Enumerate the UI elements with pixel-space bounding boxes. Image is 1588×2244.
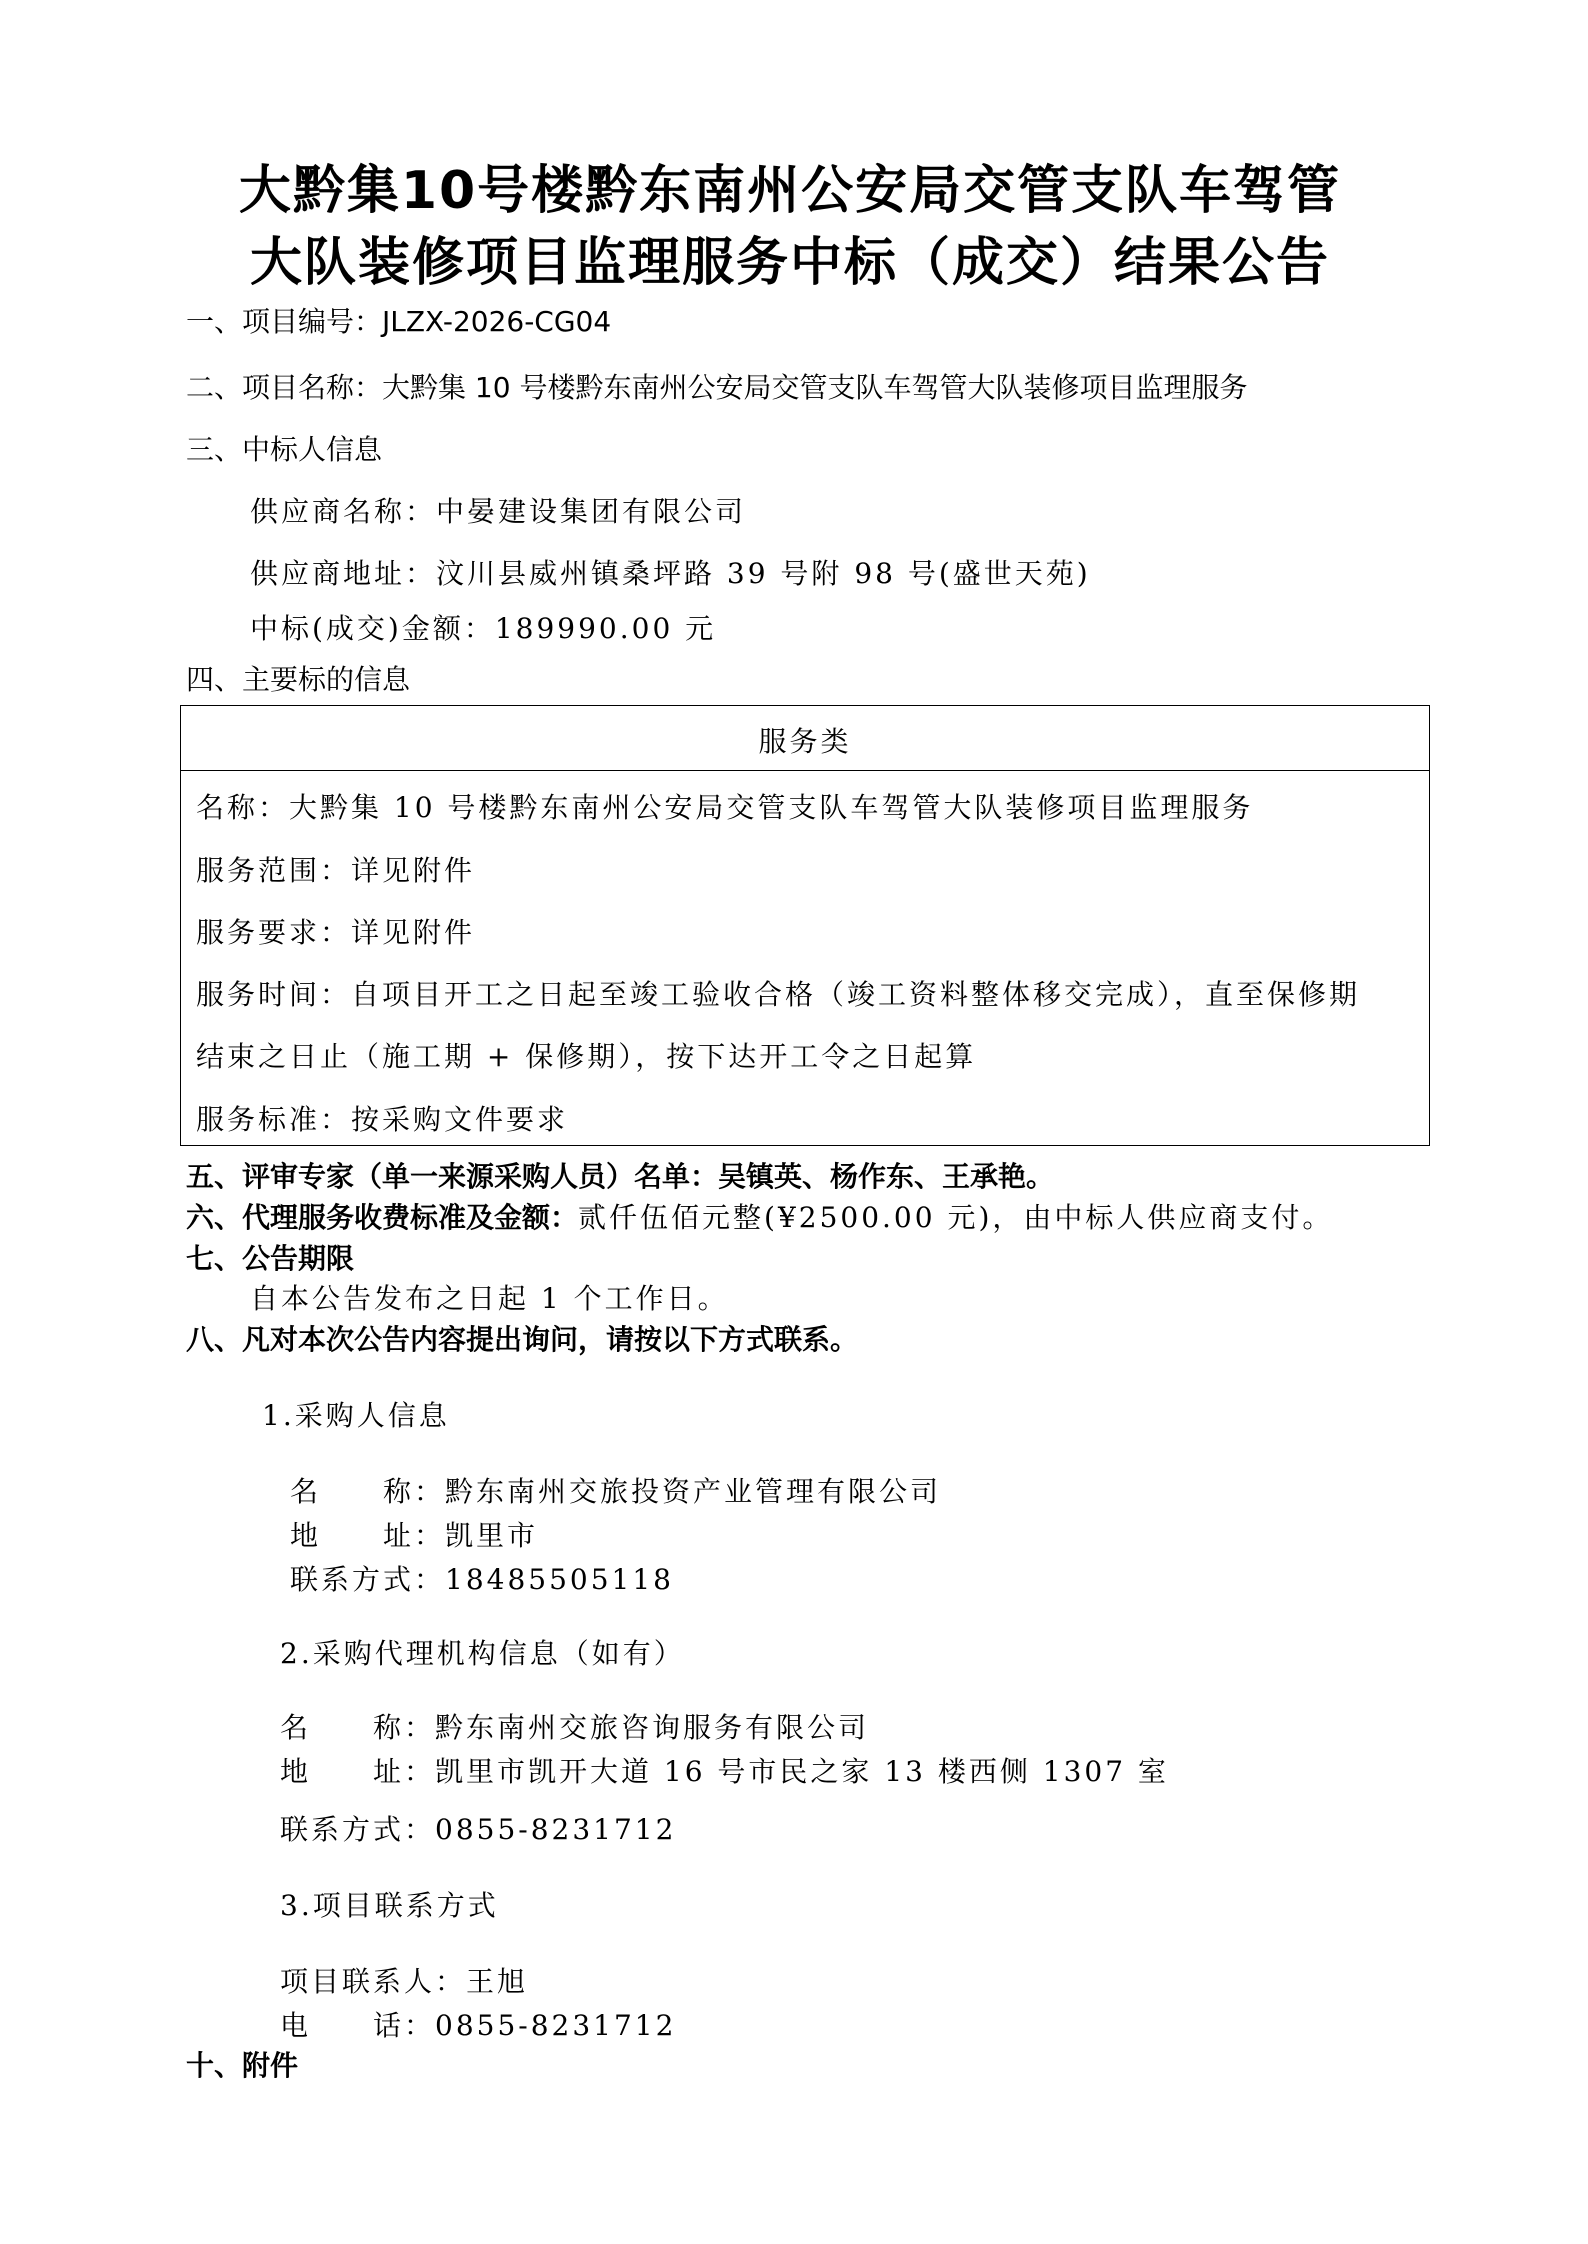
subject-time-line-1: 服务时间：自项目开工之日起至竣工验收合格（竣工资料整体移交完成），直至保修期 [196,978,1361,1011]
project-contact-person: 项目联系人：王旭 [280,1965,529,1998]
winner-address: 供应商地址：汶川县威州镇桑坪路 39 号附 98 号(盛世天苑) [250,557,1091,590]
contact-heading: 八、凡对本次公告内容提出询问，请按以下方式联系。 [186,1323,859,1356]
subject-scope: 服务范围：详见附件 [196,854,476,887]
purchaser-phone: 联系方式：18485505118 [290,1563,674,1596]
project-name-label: 二、项目名称： [186,371,383,404]
project-number-value: JLZX-2026-CG04 [382,305,612,338]
agency-fee [186,1196,1333,1236]
subject-heading: 四、主要标的信息 [186,663,411,696]
subject-name: 名称：大黔集 10 号楼黔东南州公安局交管支队车驾管大队装修项目监理服务 [196,791,1254,824]
project-name [186,366,1247,406]
agency-phone: 联系方式：0855-8231712 [280,1813,677,1846]
period-heading: 七、公告期限 [186,1242,355,1275]
purchaser-name: 名 称：黔东南州交旅投资产业管理有限公司 [290,1475,942,1508]
agency-title: 2.采购代理机构信息（如有） [280,1637,685,1670]
period-text: 自本公告发布之日起 1 个工作日。 [250,1282,729,1315]
agency-fee-value: 贰仟伍佰元整(¥2500.00 元)，由中标人供应商支付。 [578,1201,1334,1234]
document-title-line-2: 大队装修项目监理服务中标（成交）结果公告 [249,233,1330,293]
project-contact-phone: 电 话：0855-8231712 [280,2009,677,2042]
subject-standard: 服务标准：按采购文件要求 [196,1103,569,1136]
agency-address: 地 址：凯里市凯开大道 16 号市民之家 13 楼西侧 1307 室 [280,1755,1169,1788]
subject-table [180,705,1430,1146]
winner-name: 供应商名称：中晏建设集团有限公司 [250,495,747,528]
agency-fee-label: 六、代理服务收费标准及金额： [186,1201,579,1234]
experts-list: 五、评审专家（单一来源采购人员）名单：吴镇英、杨作东、王承艳。 [186,1160,1055,1193]
winner-amount: 中标(成交)金额：189990.00 元 [250,612,717,645]
project-number-label: 一、项目编号： [186,305,383,338]
purchaser-title: 1.采购人信息 [262,1399,450,1432]
winner-heading: 三、中标人信息 [186,433,383,466]
subject-category: 服务类 [758,725,852,758]
agency-name: 名 称：黔东南州交旅咨询服务有限公司 [280,1711,870,1744]
table-divider [181,770,1429,771]
subject-requirement: 服务要求：详见附件 [196,916,476,949]
subject-time-line-2: 结束之日止（施工期 + 保修期），按下达开工令之日起算 [196,1040,977,1073]
project-number [186,300,611,340]
purchaser-address: 地 址：凯里市 [290,1519,539,1552]
project-name-value: 大黔集 10 号楼黔东南州公安局交管支队车驾管大队装修项目监理服务 [382,371,1248,404]
document-title-line-1: 大黔集10号楼黔东南州公安局交管支队车驾管 [238,161,1342,221]
project-contact-title: 3.项目联系方式 [280,1889,499,1922]
attachment-heading: 十、附件 [186,2049,299,2082]
